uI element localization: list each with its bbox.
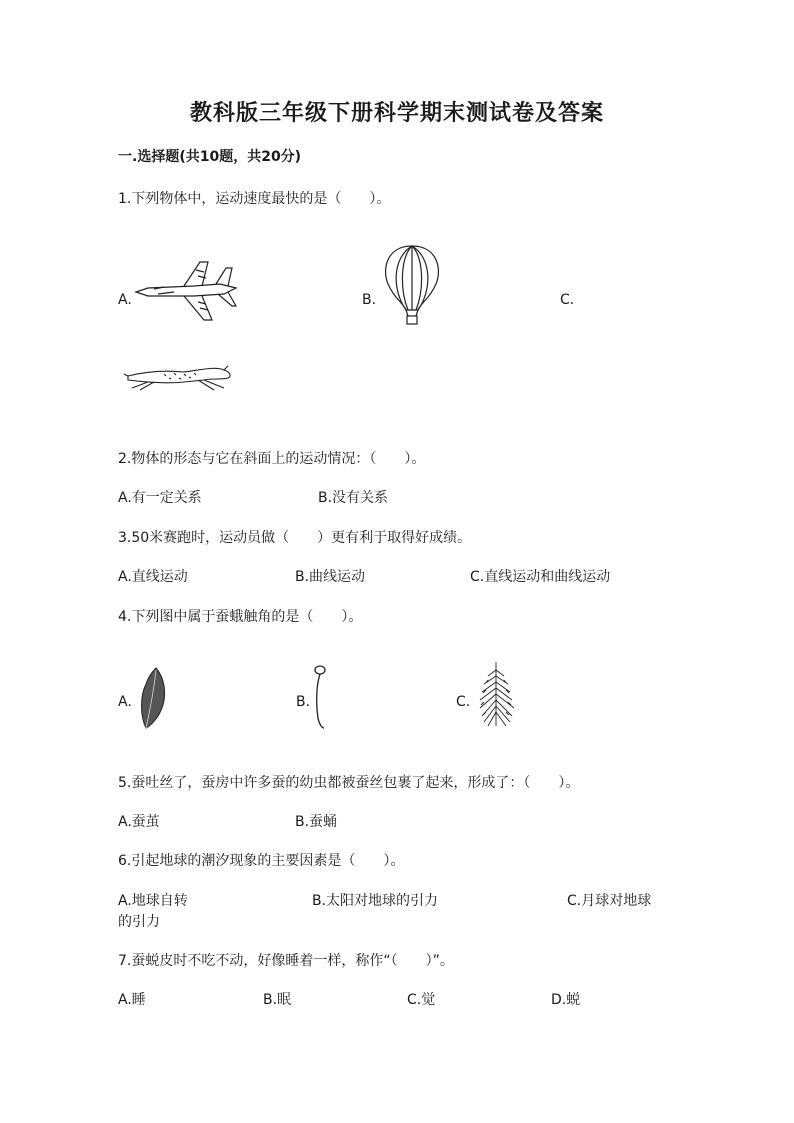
club-antenna-icon [310, 664, 330, 730]
jet-plane-icon [134, 258, 240, 322]
section-heading: 一.选择题(共10题，共20分) [118, 149, 302, 165]
question-6-text: 6.引起地球的潮汐现象的主要因素是（ ）。 [118, 853, 405, 869]
question-1-option-b[interactable]: B. [362, 292, 377, 308]
question-6-option-c-continued: 的引力 [118, 914, 160, 930]
question-7-text: 7.蚕蜕皮时不吃不动，好像睡着一样，称作“（ ）”。 [118, 953, 454, 969]
hot-air-balloon-icon [380, 244, 444, 326]
question-4-option-c[interactable]: C. [456, 694, 471, 710]
cheetah-icon [124, 362, 236, 392]
question-3-option-b[interactable]: B.曲线运动 [295, 569, 366, 585]
question-2-option-a[interactable]: A.有一定关系 [118, 490, 202, 506]
question-4-option-b[interactable]: B. [296, 694, 311, 710]
question-1-option-c[interactable]: C. [560, 292, 575, 308]
question-7-option-a[interactable]: A.睡 [118, 992, 146, 1008]
question-6-option-c[interactable]: C.月球对地球 [567, 893, 652, 909]
question-5-text: 5.蚕吐丝了，蚕房中许多蚕的幼虫都被蚕丝包裹了起来，形成了：（ ）。 [118, 775, 580, 791]
question-7-option-d[interactable]: D.蜕 [551, 992, 581, 1008]
question-6-option-a[interactable]: A.地球自转 [118, 893, 188, 909]
page-title: 教科版三年级下册科学期末测试卷及答案 [189, 100, 604, 126]
leaf-antenna-icon [136, 666, 170, 730]
question-7-option-c[interactable]: C.觉 [407, 992, 436, 1008]
question-1-option-a[interactable]: A. [118, 292, 132, 308]
question-5-option-a[interactable]: A.蚕茧 [118, 814, 160, 830]
question-7-option-b[interactable]: B.眠 [263, 992, 292, 1008]
feather-antenna-icon [474, 660, 520, 730]
question-3-option-a[interactable]: A.直线运动 [118, 569, 188, 585]
question-2-text: 2.物体的形态与它在斜面上的运动情况：（ ）。 [118, 451, 426, 467]
question-6-option-b[interactable]: B.太阳对地球的引力 [312, 893, 439, 909]
question-3-text: 3.50米赛跑时，运动员做（ ）更有利于取得好成绩。 [118, 530, 472, 546]
question-3-option-c[interactable]: C.直线运动和曲线运动 [470, 569, 611, 585]
question-2-option-b[interactable]: B.没有关系 [318, 490, 389, 506]
question-5-option-b[interactable]: B.蚕蛹 [295, 814, 338, 830]
question-4-option-a[interactable]: A. [118, 694, 132, 710]
question-4-text: 4.下列图中属于蚕蛾触角的是（ ）。 [118, 609, 363, 625]
question-1-text: 1.下列物体中，运动速度最快的是（ ）。 [118, 191, 391, 207]
